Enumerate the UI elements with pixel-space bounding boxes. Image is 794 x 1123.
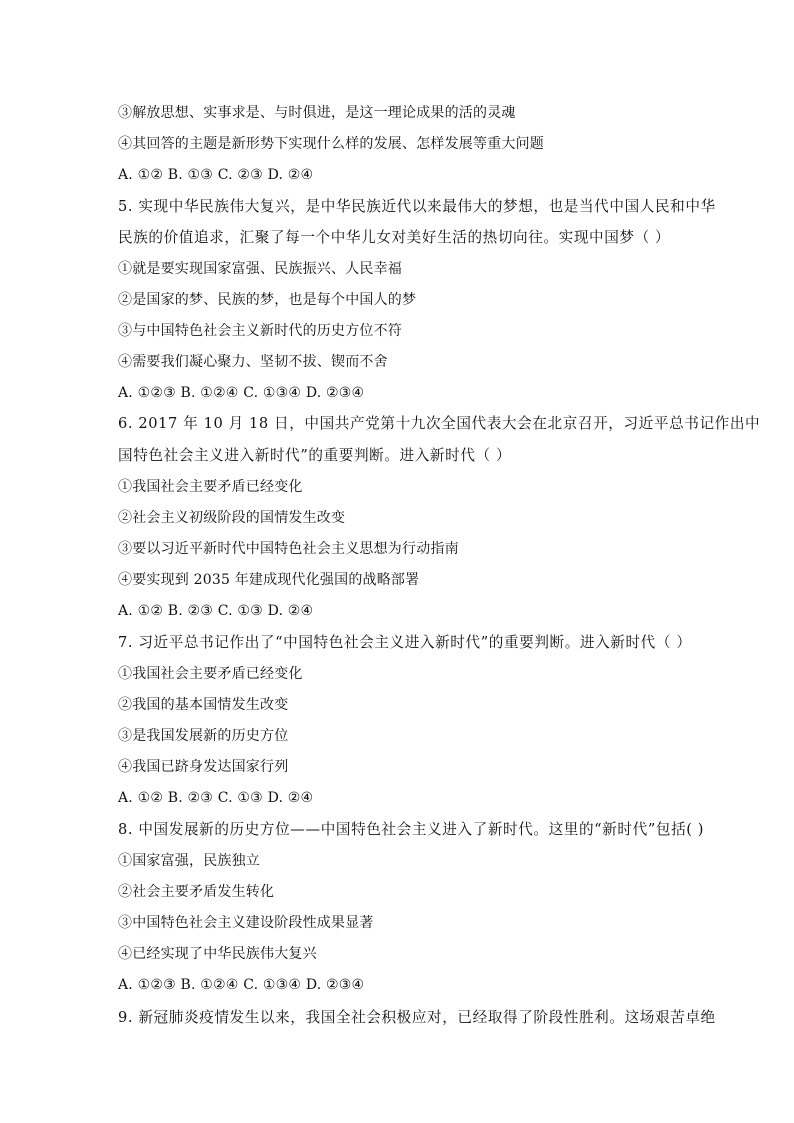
question-5-text-continued: 民族的价值追求，汇聚了每一个中华儿女对美好生活的热切向往。实现中国梦（ ）: [118, 229, 671, 246]
option-line: ④已经实现了中华民族伟大复兴: [118, 946, 317, 962]
question-5-text: 5. 实现中华民族伟大复兴，是中华民族近代以来最伟大的梦想，也是当代中国人民和中华: [118, 198, 716, 215]
option-line: ④需要我们凝心聚力、坚韧不拔、锲而不舍: [118, 354, 388, 370]
answer-choices: A. ①② B. ②③ C. ①③ D. ②④: [118, 790, 314, 806]
answer-choices: A. ①② B. ②③ C. ①③ D. ②④: [118, 603, 314, 619]
question-7-text: 7. 习近平总书记作出了“中国特色社会主义进入新时代”的重要判断。进入新时代（ ）: [118, 634, 692, 651]
option-line: ④其回答的主题是新形势下实现什么样的发展、怎样发展等重大问题: [118, 136, 544, 152]
option-line: ②社会主要矛盾发生转化: [118, 884, 275, 900]
option-line: ①我国社会主要矛盾已经变化: [118, 479, 303, 495]
option-line: ②社会主义初级阶段的国情发生改变: [118, 510, 346, 526]
question-9-text: 9. 新冠肺炎疫情发生以来，我国全社会积极应对，已经取得了阶段性胜利。这场艰苦卓绝: [118, 1009, 716, 1026]
question-6-text-continued: 国特色社会主义进入新时代”的重要判断。进入新时代（ ）: [118, 447, 512, 464]
answer-choices: A. ①② B. ①③ C. ②③ D. ②④: [118, 167, 314, 183]
option-line: ③与中国特色社会主义新时代的历史方位不符: [118, 323, 402, 339]
option-line: ③解放思想、实事求是、与时俱进，是这一理论成果的活的灵魂: [118, 105, 516, 121]
option-line: ①我国社会主要矛盾已经变化: [118, 666, 303, 682]
option-line: ④我国已跻身发达国家行列: [118, 759, 289, 775]
option-line: ③是我国发展新的历史方位: [118, 728, 289, 744]
question-6-text: 6. 2017 年 10 月 18 日，中国共产党第十九次全国代表大会在北京召开，习近平总书记作出中: [118, 415, 761, 432]
option-line: ③中国特色社会主义建设阶段性成果显著: [118, 915, 374, 931]
question-8-text: 8. 中国发展新的历史方位——中国特色社会主义进入了新时代。这里的“新时代”包括( ): [118, 821, 705, 838]
answer-choices: A. ①②③ B. ①②④ C. ①③④ D. ②③④: [118, 977, 365, 993]
option-line: ③要以习近平新时代中国特色社会主义思想为行动指南: [118, 541, 459, 557]
option-line: ①国家富强，民族独立: [118, 853, 260, 869]
answer-choices: A. ①②③ B. ①②④ C. ①③④ D. ②③④: [118, 385, 365, 401]
option-line: ②我国的基本国情发生改变: [118, 697, 289, 713]
option-line: ①就是要实现国家富强、民族振兴、人民幸福: [118, 261, 402, 277]
option-line: ④要实现到 2035 年建成现代化强国的战略部署: [118, 572, 420, 588]
option-line: ②是国家的梦、民族的梦，也是每个中国人的梦: [118, 292, 417, 308]
